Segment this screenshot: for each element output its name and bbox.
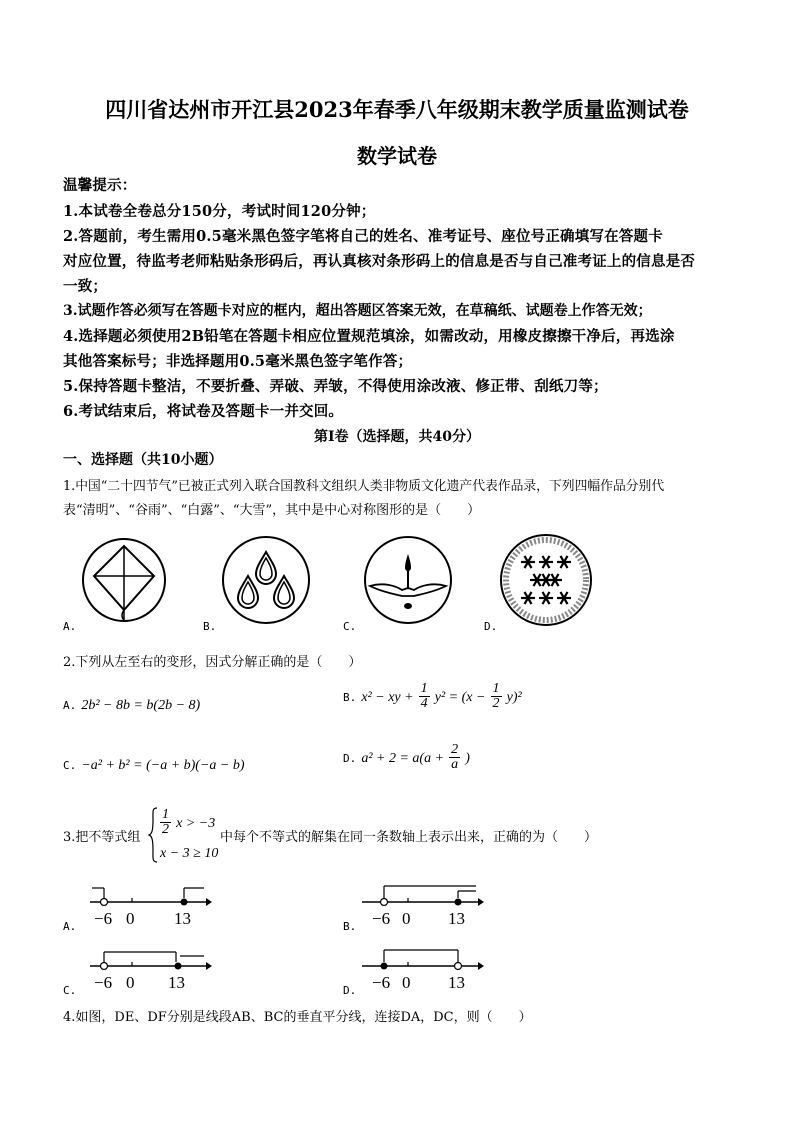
q1-option-b: B. — [203, 620, 217, 633]
notice-line: 6.考试结束后，将试卷及答题卡一并交回。 — [63, 403, 344, 420]
tick-label: 0 — [126, 909, 135, 928]
part1-heading: 第Ⅰ卷（选择题，共40分） — [313, 429, 481, 445]
tick-label: −6 — [94, 973, 113, 992]
q3-inequality-1 — [160, 808, 215, 837]
q2-b-part: x² − xy + — [361, 690, 414, 705]
notice-line: 5.保持答题卡整洁，不要折叠、弄破、弄皱，不得使用涂改液、修正带、刮纸刀等； — [63, 378, 608, 395]
notice-line: 一致； — [63, 278, 108, 295]
denominator: 4 — [420, 696, 428, 711]
q2-option-c — [63, 754, 245, 774]
q2-d-part: ) — [465, 751, 470, 766]
q4-stem: 4.如图，DE、DF分别是线段AB、BC的垂直平分线，连接DA，DC，则（ ） — [63, 1010, 532, 1025]
kite-icon — [80, 536, 168, 624]
inequality-rest: x > −3 — [176, 816, 216, 831]
q3-number-line-b — [360, 880, 484, 932]
notice-line: 4.选择题必须使用2B铅笔在答题卡相应位置规范填涂，如需改动，用橡皮擦擦干净后，再选涂 — [63, 328, 675, 345]
tick-label: −6 — [372, 909, 391, 928]
q2-option-a — [63, 694, 200, 714]
q3-number-line-d — [360, 944, 484, 996]
option-label: D. — [343, 752, 357, 765]
denominator: 2 — [162, 822, 169, 837]
tick-label: 13 — [174, 909, 191, 928]
q3-stem-post: 中每个不等式的解集在同一条数轴上表示出来，正确的为（ ） — [220, 830, 598, 845]
q3-number-line-c — [88, 944, 212, 996]
tick-label: 0 — [402, 973, 411, 992]
q3-option-a: A. — [63, 920, 77, 933]
q3-option-c: C. — [63, 984, 77, 997]
q1-option-c: C. — [343, 620, 357, 633]
brace-icon — [148, 806, 158, 864]
q1-option-a: A. — [63, 620, 77, 633]
tick-label: 0 — [126, 973, 135, 992]
fraction — [449, 743, 460, 772]
page-title: 四川省达州市开江县2023年春季八年级期末教学质量监测试卷 — [105, 97, 689, 122]
numerator: 2 — [451, 742, 459, 757]
notice-line: 对应位置，待监考老师粘贴条形码后，再认真核对条形码上的信息是否与自己准考证上的信息是否 — [63, 253, 696, 270]
q3-number-line-a — [88, 880, 212, 932]
q2-c-expression: −a² + b² = (−a + b)(−a − b) — [81, 758, 245, 773]
option-label: C. — [63, 759, 77, 772]
q2-option-b — [343, 682, 522, 711]
q3-option-d: D. — [343, 984, 357, 997]
fraction — [419, 682, 430, 711]
q1-stem-line1: 1.中国“二十四节气”已被正式列入联合国教科文组织人类非物质文化遗产代表作品录，下列四幅作品分别代 — [63, 479, 665, 494]
dew-drop-icon — [362, 534, 454, 626]
fraction — [160, 808, 171, 837]
q3-stem-pre: 3.把不等式组 — [63, 830, 141, 845]
raindrops-icon — [220, 534, 312, 626]
q2-b-part: y² = (x − — [434, 690, 486, 705]
q1-option-d: D. — [484, 620, 498, 633]
section1-heading: 一、选择题（共10小题） — [63, 452, 223, 468]
numerator: 1 — [492, 681, 500, 696]
q2-a-expression: 2b² − 8b = b(2b − 8) — [81, 698, 201, 713]
notice-line: 3.试题作答必须写在答题卡对应的框内，超出答题区答案无效，在草稿纸、试题卷上作答无效； — [63, 303, 652, 319]
page-subtitle: 数学试卷 — [357, 144, 437, 168]
denominator: 2 — [492, 696, 500, 711]
q1-stem-line2: 表“清明”、“谷雨”、“白露”、“大雪”，其中是中心对称图形的是（ ） — [63, 503, 481, 518]
q3-option-b: B. — [343, 920, 357, 933]
denominator: a — [451, 757, 459, 772]
q2-option-d — [343, 743, 470, 772]
notice-line: 1.本试卷全卷总分150分，考试时间120分钟； — [63, 203, 376, 220]
tick-label: 13 — [168, 973, 185, 992]
option-label: B. — [343, 691, 357, 704]
q2-b-part: y)² — [506, 690, 522, 705]
option-label: A. — [63, 699, 77, 712]
tick-label: 13 — [448, 909, 465, 928]
notice-line: 其他答案标号；非选择题用0.5毫米黑色签字笔作答； — [63, 353, 413, 370]
snowflakes-icon — [498, 532, 594, 628]
numerator: 1 — [162, 807, 169, 822]
q3-inequality-2: x − 3 ≥ 10 — [160, 846, 219, 861]
q2-d-part: a² + 2 = a(a + — [361, 751, 445, 766]
tick-label: −6 — [372, 973, 391, 992]
notice-heading: 温馨提示： — [63, 177, 137, 194]
notice-line: 2.答题前，考生需用0.5毫米黑色签字笔将自己的姓名、准考证号、座位号正确填写在答题卡 — [63, 228, 663, 245]
tick-label: 13 — [448, 973, 465, 992]
fraction — [491, 682, 502, 711]
q2-stem: 2.下列从左至右的变形，因式分解正确的是（ ） — [63, 655, 362, 670]
numerator: 1 — [420, 681, 428, 696]
tick-label: −6 — [94, 909, 113, 928]
tick-label: 0 — [402, 909, 411, 928]
